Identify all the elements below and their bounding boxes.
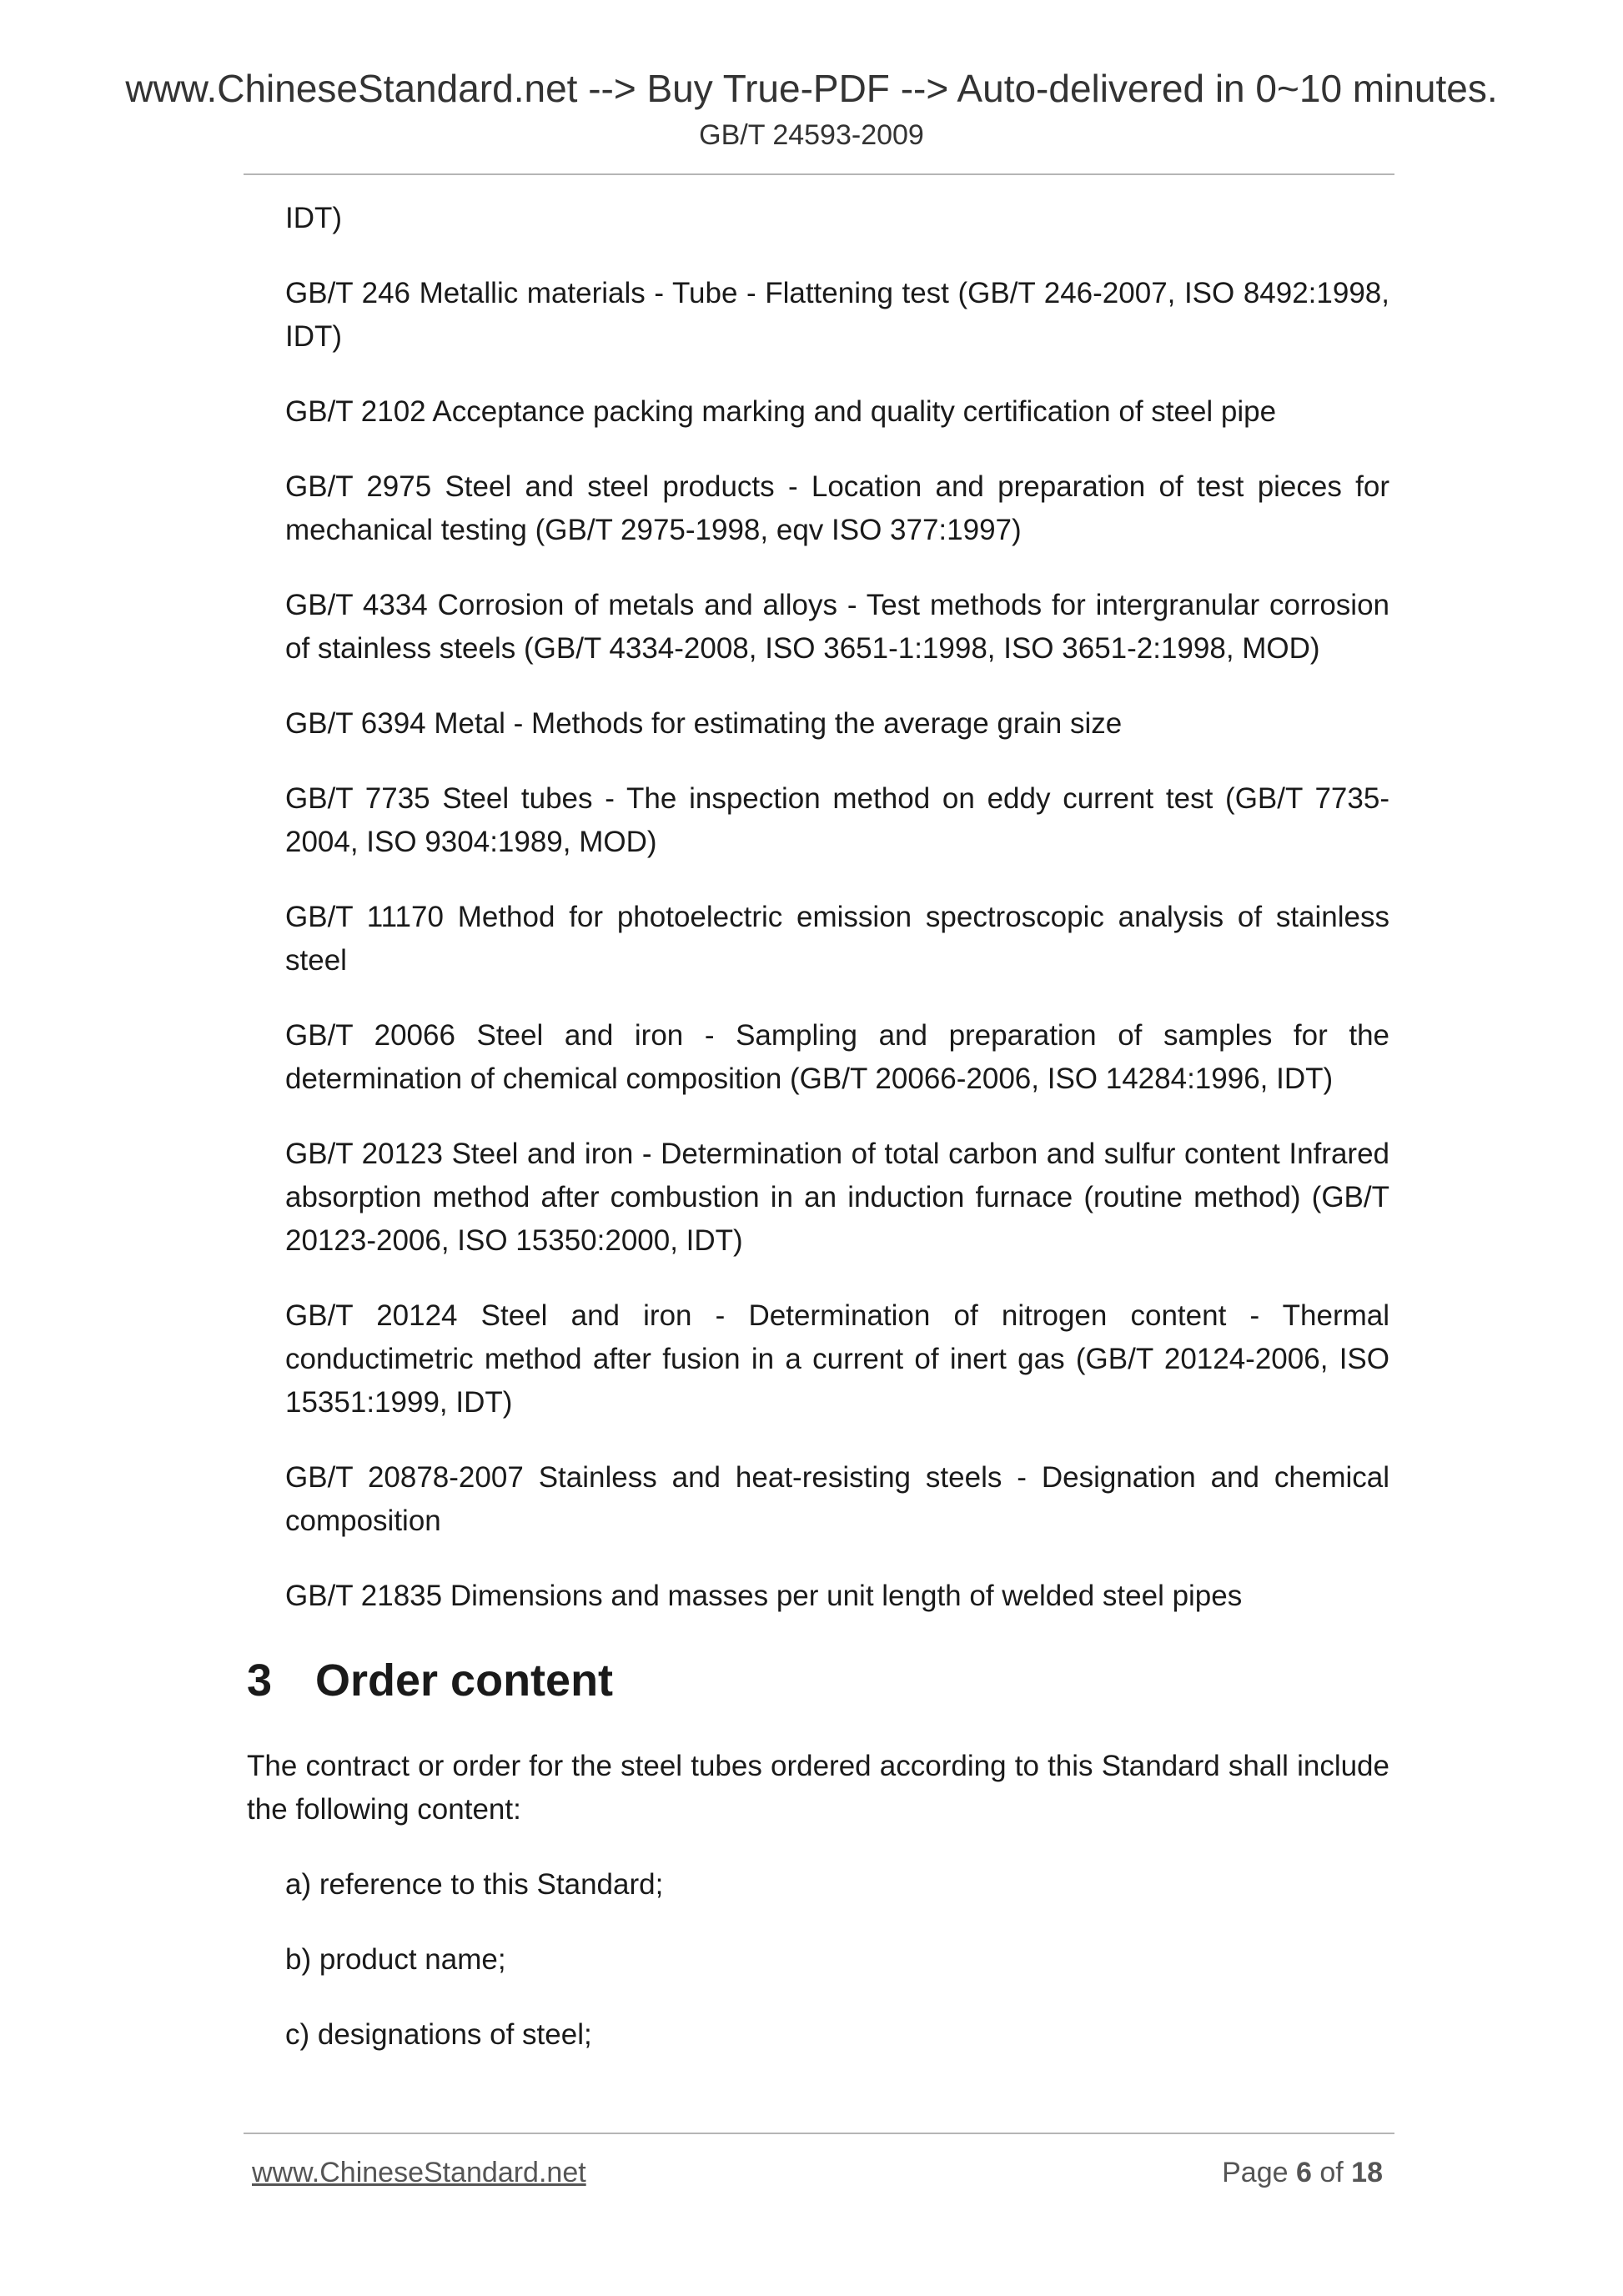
document-body (247, 197, 1389, 2088)
reference-item: GB/T 246 Metallic materials - Tube - Flattening test (GB/T 246-2007, ISO 8492:1998, IDT) (285, 277, 1389, 353)
page-prefix: Page (1222, 2157, 1289, 2188)
section-number: 3 (247, 1655, 273, 1706)
standard-code: GB/T 24593-2009 (699, 119, 924, 151)
section-title: Order content (315, 1655, 614, 1706)
list-item: a) reference to this Standard; (285, 1868, 664, 1901)
list-item: c) designations of steel; (285, 2018, 592, 2051)
reference-item: GB/T 6394 Metal - Methods for estimating the average grain size (285, 707, 1123, 740)
footer-divider (244, 2133, 1394, 2134)
header-divider (244, 173, 1394, 175)
total-page-count: 18 (1351, 2157, 1383, 2188)
list-item: b) product name; (285, 1943, 506, 1976)
reference-item: GB/T 2975 Steel and steel products - Location and preparation of test pieces for mechanical testing (GB/T 2975-1998, eqv ISO 377:1997) (285, 470, 1389, 546)
reference-item: GB/T 4334 Corrosion of metals and alloys - Test methods for intergranular corrosion of stainless steels (GB/T 4334-2008, ISO 3651-1:1998, ISO 3651-2:1998, MOD) (285, 589, 1389, 665)
reference-item: GB/T 2102 Acceptance packing marking and quality certification of steel pipe (285, 395, 1277, 428)
reference-item: GB/T 20878-2007 Stainless and heat-resisting steels - Designation and chemical composition (285, 1461, 1389, 1537)
footer-site-link[interactable]: www.ChineseStandard.net (252, 2157, 586, 2188)
reference-item: GB/T 20123 Steel and iron - Determination of total carbon and sulfur content Infrared absorption method after combustion in an induction furnace (routine method) (GB/T 20123-2006, ISO 15350:2000, IDT) (285, 1138, 1389, 1257)
site-banner: www.ChineseStandard.net --> Buy True-PDF --> Auto-delivered in 0~10 minutes. (125, 67, 1498, 110)
reference-item: GB/T 20124 Steel and iron - Determination of nitrogen content - Thermal conductimetric method after fusion in a current of inert gas (GB/T 20124-2006, ISO 15351:1999, IDT) (285, 1299, 1389, 1419)
reference-item: GB/T 7735 Steel tubes - The inspection method on eddy current test (GB/T 7735-2004, ISO 9304:1989, MOD) (285, 782, 1389, 858)
page-separator: of (1319, 2157, 1344, 2188)
page-indicator (1222, 2154, 1383, 2191)
reference-item: GB/T 20066 Steel and iron - Sampling and preparation of samples for the determination of chemical composition (GB/T 20066-2006, ISO 14284:1996, IDT) (285, 1019, 1389, 1095)
section-heading (247, 1653, 1389, 1708)
section-intro: The contract or order for the steel tubes ordered according to this Standard shall include the following content: (247, 1750, 1389, 1826)
current-page-number: 6 (1295, 2157, 1312, 2188)
reference-item: GB/T 11170 Method for photoelectric emission spectroscopic analysis of stainless steel (285, 901, 1389, 977)
reference-item: IDT) (285, 202, 343, 234)
reference-item: GB/T 21835 Dimensions and masses per unit length of welded steel pipes (285, 1580, 1243, 1612)
